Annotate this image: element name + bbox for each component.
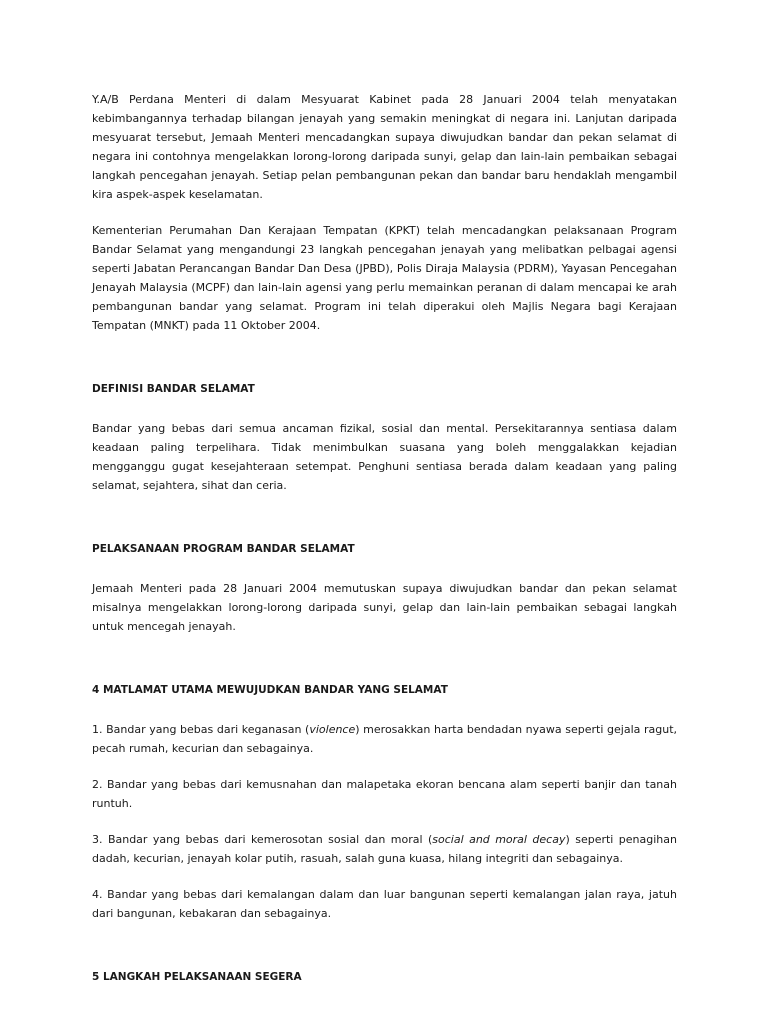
document-page [92,90,677,1007]
matlamat-item-4 [92,885,677,923]
matlamat-item-3-text: 3. Bandar yang bebas dari kemerosotan sosial dan moral ( [92,833,433,846]
matlamat-item-1 [92,720,677,758]
pelaksanaan-body: Jemaah Menteri pada 28 Januari 2004 memutuskan supaya diwujudkan bandar dan pekan selamat misalnya mengelakkan lorong-lorong daripada sunyi, gelap dan lain-lain pembaikan sebagai langkah untuk mencegah jenayah. [92,582,677,633]
definisi-heading: DEFINISI BANDAR SELAMAT [92,383,255,395]
kpkt-paragraph: Kementerian Perumahan Dan Kerajaan Tempatan (KPKT) telah mencadangkan pelaksanaan Program Bandar Selamat yang mengandungi 23 langkah pencegahan jenayah yang melibatkan pelbagai agensi seperti Jabatan Perancangan Bandar Dan Desa (JPBD), Polis Diraja Malaysia (PDRM), Yayasan Pencegahan Jenayah Malaysia (MCPF) dan lain-lain agensi yang perlu memainkan peranan di dalam mencapai ke arah pembangunan bandar yang selamat. Program ini telah diperakui oleh Majlis Negara bagi Kerajaan Tempatan (MNKT) pada 11 Oktober 2004. [92,224,677,332]
matlamat-item-2 [92,775,677,813]
matlamat-item-1-text: 1. Bandar yang bebas dari keganasan ( [92,723,310,736]
matlamat-item-3-text-end: ) seperti penagihan dadah, kecurian, jenayah kolar putih, rasuah, salah guna kuasa, hilang integriti dan sebagainya. [92,833,677,865]
definisi-body: Bandar yang bebas dari semua ancaman fizikal, sosial dan mental. Persekitarannya sentiasa dalam keadaan paling terpelihara. Tidak menimbulkan suasana yang boleh menggalakkan kejadian mengganggu gugat kesejahteraan setempat. Penghuni sentiasa berada dalam keadaan yang paling selamat, sejahtera, sihat dan ceria. [92,422,677,492]
intro-paragraph: Y.A/B Perdana Menteri di dalam Mesyuarat Kabinet pada 28 Januari 2004 telah menyatakan kebimbangannya terhadap bilangan jenayah yang semakin meningkat di negara ini. Lanjutan daripada mesyuarat tersebut, Jemaah Menteri mencadangkan supaya diwujudkan bandar dan pekan selamat di negara ini contohnya mengelakkan lorong-lorong daripada sunyi, gelap dan lain-lain pembaikan sebagai langkah pencegahan jenayah. Setiap pelan pembangunan pekan dan bandar baru hendaklah mengambil kira aspek-aspek keselamatan. [92,93,677,201]
matlamat-item-1-text-end: ) merosakkan harta bendadan nyawa seperti gejala ragut, pecah rumah, kecurian dan sebagainya. [92,723,678,755]
matlamat-item-3-italic: social and moral decay [432,833,566,846]
matlamat-item-2-text: 2. Bandar yang bebas dari kemusnahan dan malapetaka ekoran bencana alam seperti banjir dan tanah runtuh. [92,778,677,810]
langkah-heading: 5 LANGKAH PELAKSANAAN SEGERA [92,971,302,983]
pelaksanaan-heading: PELAKSANAAN PROGRAM BANDAR SELAMAT [92,543,355,555]
matlamat-item-1-italic: violence [309,723,356,736]
matlamat-item-3 [92,830,677,868]
matlamat-heading: 4 MATLAMAT UTAMA MEWUJUDKAN BANDAR YANG SELAMAT [92,684,448,696]
matlamat-item-4-text: 4. Bandar yang bebas dari kemalangan dalam dan luar bangunan seperti kemalangan jalan raya, jatuh dari bangunan, kebakaran dan sebagainya. [92,888,677,920]
